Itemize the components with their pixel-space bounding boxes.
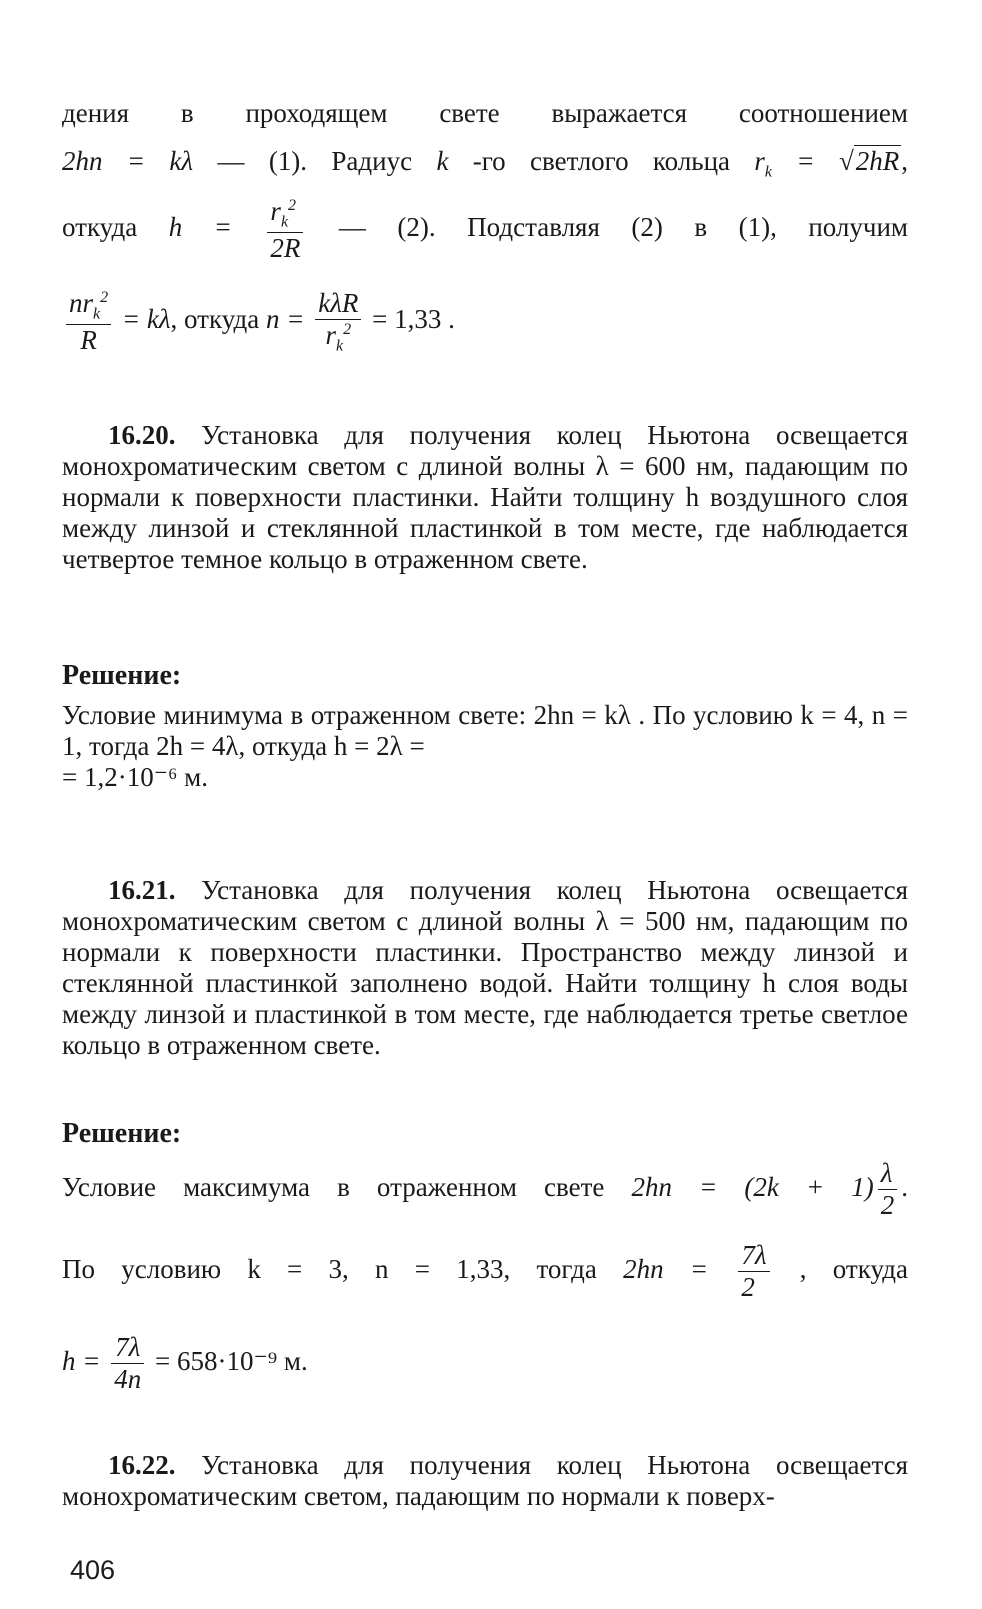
- fraction: $\frac{\lambda}{2}$: [878, 1158, 898, 1221]
- text-line: откуда h = $\frac{r_k^2}{2R}$ — (2). Подставляя (2) в (1), получим: [62, 196, 909, 263]
- problem-16-20: 16.20. Установка для получения колец Ньютона освещается монохроматическим светом с длиной волны λ = 600 нм, падающим по нормали к поверхности пластинки. Найти толщину h воздушного слоя между линзой и стеклянной пластинкой в том месте, где наблюдается четвертое темное кольцо в отраженном свете.: [62, 420, 909, 575]
- formula-line: $\frac{nr_k^2}{R}$ = kλ, откуда n = $\frac{\text{kλR}}{r_k^2}$ = 1,33 .: [62, 288, 908, 356]
- problem-16-21: 16.21. Установка для получения колец Ньютона освещается монохроматическим светом с длиной волны λ = 500 нм, падающим по нормали к поверхности пластинки. Пространство между линзой и стеклянной пластинкой заполнено водой. Найти толщину h слоя воды между линзой и пластинкой в том месте, где наблюдается третье светлое кольцо в отраженном свете.: [62, 875, 909, 1061]
- solution-heading: Решение:: [62, 1118, 182, 1149]
- formula-line: h = $\frac{7\lambda}{4n}$ = 658·10⁻⁹ м.: [62, 1332, 308, 1395]
- fraction: $\frac{7\lambda}{4n}$: [111, 1332, 144, 1395]
- page-number: 406: [70, 1555, 116, 1585]
- text-line: 2hn = kλ — (1). Радиус k -го светлого кольца $r_k = √2hR$,: [62, 146, 909, 181]
- solution-16-20: Условие минимума в отраженном свете: 2hn = kλ . По условию k = 4, n = 1, тогда 2h = 4λ, откуда h = 2λ = = 1,2·10⁻⁶ м.: [62, 700, 908, 793]
- solution-heading: Решение:: [62, 660, 182, 691]
- text-line: Условие максимума в отраженном свете 2hn = (2k + 1) $\frac{\lambda}{2}$ .: [62, 1158, 908, 1221]
- text-line: По условию k = 3, n = 1,33, тогда 2hn = $\frac{7\lambda}{2}$ , откуда: [62, 1240, 908, 1303]
- fraction: $\frac{\text{kλR}}{r_k^2}$: [315, 288, 361, 356]
- fraction: $\frac{r_k^2}{2R}$: [267, 196, 303, 264]
- fraction: $\frac{7\lambda}{2}$: [738, 1240, 769, 1303]
- text-line: дения в проходящем свете выражается соотношением: [62, 98, 908, 128]
- fraction: $\frac{nr_k^2}{R}$: [66, 288, 111, 356]
- problem-16-22: 16.22. Установка для получения колец Ньютона освещается монохроматическим светом, падающим по нормали к поверх-: [62, 1450, 909, 1512]
